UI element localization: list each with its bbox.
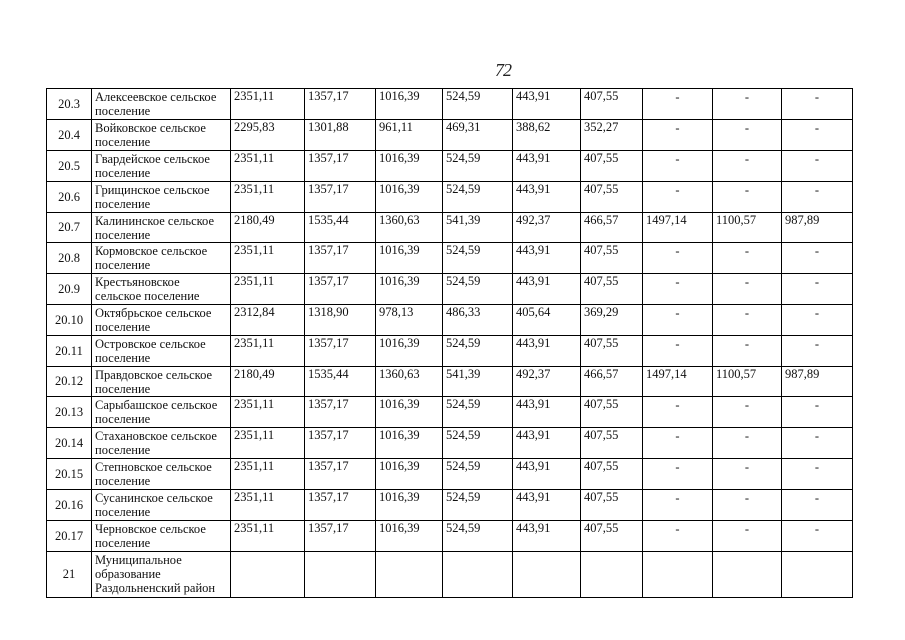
value-cell: - <box>713 490 782 521</box>
value-cell: - <box>782 397 853 428</box>
value-cell: - <box>782 243 853 274</box>
value-cell: - <box>782 120 853 151</box>
value-cell: 407,55 <box>581 336 643 367</box>
value-cell: - <box>643 89 713 120</box>
table-row <box>47 182 853 213</box>
value-cell: 1357,17 <box>305 490 376 521</box>
value-cell: 541,39 <box>443 367 513 397</box>
settlement-name-cell: Октябрьское сельское поселение <box>92 305 231 336</box>
value-cell: 1357,17 <box>305 521 376 552</box>
value-cell <box>231 552 305 598</box>
value-cell: 443,91 <box>513 274 581 305</box>
settlement-name-cell: Алексеевское сельское поселение <box>92 89 231 120</box>
row-number-cell: 21 <box>47 552 92 598</box>
settlement-name-cell: Муниципальное образование Раздольненский район <box>92 552 231 598</box>
value-cell: 961,11 <box>376 120 443 151</box>
row-number-cell: 20.16 <box>47 490 92 521</box>
value-cell: 524,59 <box>443 521 513 552</box>
settlement-name-cell: Грищинское сельское поселение <box>92 182 231 213</box>
value-cell: 407,55 <box>581 490 643 521</box>
value-cell: 388,62 <box>513 120 581 151</box>
value-cell: 407,55 <box>581 151 643 182</box>
value-cell: 407,55 <box>581 397 643 428</box>
value-cell <box>513 552 581 598</box>
value-cell <box>581 552 643 598</box>
value-cell: 407,55 <box>581 428 643 459</box>
value-cell: 524,59 <box>443 428 513 459</box>
row-number-cell: 20.8 <box>47 243 92 274</box>
value-cell: 2351,11 <box>231 182 305 213</box>
value-cell: 2295,83 <box>231 120 305 151</box>
table-row <box>47 367 853 397</box>
value-cell: 1360,63 <box>376 367 443 397</box>
value-cell: - <box>782 428 853 459</box>
row-number-cell: 20.17 <box>47 521 92 552</box>
value-cell: 1016,39 <box>376 336 443 367</box>
value-cell: 1535,44 <box>305 367 376 397</box>
value-cell: 492,37 <box>513 213 581 243</box>
row-number-cell: 20.11 <box>47 336 92 367</box>
value-cell: 405,64 <box>513 305 581 336</box>
value-cell: 2351,11 <box>231 490 305 521</box>
value-cell <box>782 552 853 598</box>
value-cell: 524,59 <box>443 336 513 367</box>
value-cell: 1016,39 <box>376 490 443 521</box>
settlement-name-cell: Черновское сельское поселение <box>92 521 231 552</box>
settlement-name-cell: Островское сельское поселение <box>92 336 231 367</box>
value-cell: 443,91 <box>513 428 581 459</box>
value-cell: 1100,57 <box>713 367 782 397</box>
value-cell: 541,39 <box>443 213 513 243</box>
settlement-name-cell: Гвардейское сельское поселение <box>92 151 231 182</box>
row-number-cell: 20.7 <box>47 213 92 243</box>
value-cell: - <box>782 182 853 213</box>
table-row <box>47 459 853 490</box>
value-cell: 1357,17 <box>305 397 376 428</box>
value-cell: 987,89 <box>782 213 853 243</box>
value-cell: 407,55 <box>581 89 643 120</box>
value-cell: - <box>643 490 713 521</box>
row-number-cell: 20.5 <box>47 151 92 182</box>
row-number-cell: 20.4 <box>47 120 92 151</box>
value-cell: 1357,17 <box>305 336 376 367</box>
value-cell <box>376 552 443 598</box>
table-row <box>47 490 853 521</box>
value-cell: 1318,90 <box>305 305 376 336</box>
value-cell: - <box>643 336 713 367</box>
row-number-cell: 20.13 <box>47 397 92 428</box>
value-cell <box>443 552 513 598</box>
row-number-cell: 20.15 <box>47 459 92 490</box>
table-row <box>47 213 853 243</box>
value-cell: 2351,11 <box>231 459 305 490</box>
value-cell: 1497,14 <box>643 213 713 243</box>
value-cell <box>305 552 376 598</box>
value-cell: 443,91 <box>513 336 581 367</box>
row-number-cell: 20.6 <box>47 182 92 213</box>
value-cell: 443,91 <box>513 182 581 213</box>
value-cell: 1100,57 <box>713 213 782 243</box>
table-row <box>47 336 853 367</box>
value-cell: 1357,17 <box>305 182 376 213</box>
value-cell: 1016,39 <box>376 428 443 459</box>
value-cell: 2351,11 <box>231 243 305 274</box>
value-cell: - <box>643 120 713 151</box>
value-cell: 2180,49 <box>231 213 305 243</box>
row-number-cell: 20.3 <box>47 89 92 120</box>
value-cell: 1360,63 <box>376 213 443 243</box>
value-cell: 1016,39 <box>376 151 443 182</box>
value-cell: 1016,39 <box>376 243 443 274</box>
value-cell: 1016,39 <box>376 397 443 428</box>
value-cell: 352,27 <box>581 120 643 151</box>
value-cell: 443,91 <box>513 243 581 274</box>
value-cell: 524,59 <box>443 151 513 182</box>
value-cell: - <box>782 151 853 182</box>
value-cell: - <box>643 243 713 274</box>
value-cell: - <box>782 336 853 367</box>
value-cell: 2351,11 <box>231 428 305 459</box>
value-cell: 1016,39 <box>376 89 443 120</box>
value-cell: 369,29 <box>581 305 643 336</box>
value-cell: 524,59 <box>443 182 513 213</box>
value-cell: 2312,84 <box>231 305 305 336</box>
value-cell: - <box>713 182 782 213</box>
page-number: 72 <box>495 60 511 80</box>
value-cell: - <box>713 397 782 428</box>
value-cell: 1016,39 <box>376 459 443 490</box>
value-cell: 407,55 <box>581 459 643 490</box>
settlement-name-cell: Стахановское сельское поселение <box>92 428 231 459</box>
value-cell: - <box>643 428 713 459</box>
value-cell: 1016,39 <box>376 521 443 552</box>
value-cell: - <box>713 89 782 120</box>
table-row <box>47 552 853 598</box>
value-cell: 1357,17 <box>305 243 376 274</box>
value-cell: 1357,17 <box>305 428 376 459</box>
value-cell: - <box>782 305 853 336</box>
tariff-table <box>46 88 853 598</box>
settlement-name-cell: Степновское сельское поселение <box>92 459 231 490</box>
table-row <box>47 243 853 274</box>
value-cell: 407,55 <box>581 182 643 213</box>
table-row <box>47 120 853 151</box>
value-cell <box>643 552 713 598</box>
value-cell: 2351,11 <box>231 89 305 120</box>
row-number-cell: 20.12 <box>47 367 92 397</box>
value-cell: 1357,17 <box>305 151 376 182</box>
value-cell: 407,55 <box>581 521 643 552</box>
value-cell: 524,59 <box>443 459 513 490</box>
value-cell: 2180,49 <box>231 367 305 397</box>
value-cell: 443,91 <box>513 459 581 490</box>
value-cell: 1497,14 <box>643 367 713 397</box>
value-cell: - <box>782 459 853 490</box>
value-cell: - <box>713 274 782 305</box>
value-cell: 486,33 <box>443 305 513 336</box>
value-cell: 1301,88 <box>305 120 376 151</box>
value-cell: 443,91 <box>513 89 581 120</box>
value-cell: - <box>713 151 782 182</box>
value-cell: - <box>782 274 853 305</box>
value-cell: - <box>643 397 713 428</box>
row-number-cell: 20.14 <box>47 428 92 459</box>
value-cell: 492,37 <box>513 367 581 397</box>
value-cell: 978,13 <box>376 305 443 336</box>
value-cell: - <box>713 521 782 552</box>
value-cell: - <box>643 521 713 552</box>
table-row <box>47 521 853 552</box>
value-cell: 524,59 <box>443 243 513 274</box>
value-cell: - <box>643 305 713 336</box>
settlement-name-cell: Калининское сельское поселение <box>92 213 231 243</box>
value-cell: 1357,17 <box>305 459 376 490</box>
value-cell: - <box>782 490 853 521</box>
value-cell: 2351,11 <box>231 336 305 367</box>
value-cell: - <box>713 305 782 336</box>
value-cell: - <box>643 182 713 213</box>
value-cell: 407,55 <box>581 243 643 274</box>
value-cell: 524,59 <box>443 490 513 521</box>
value-cell: 2351,11 <box>231 397 305 428</box>
value-cell: 1357,17 <box>305 274 376 305</box>
settlement-name-cell: Кормовское сельское поселение <box>92 243 231 274</box>
value-cell: 524,59 <box>443 397 513 428</box>
value-cell: - <box>713 336 782 367</box>
value-cell: - <box>713 120 782 151</box>
value-cell: 466,57 <box>581 213 643 243</box>
table-row <box>47 428 853 459</box>
value-cell: 443,91 <box>513 151 581 182</box>
table-body <box>47 89 853 598</box>
value-cell: 524,59 <box>443 274 513 305</box>
table-row <box>47 151 853 182</box>
settlement-name-cell: Сусанинское сельское поселение <box>92 490 231 521</box>
value-cell: 1016,39 <box>376 274 443 305</box>
value-cell: - <box>782 521 853 552</box>
value-cell: - <box>713 428 782 459</box>
value-cell: 407,55 <box>581 274 643 305</box>
settlement-name-cell: Сарыбашское сельское поселение <box>92 397 231 428</box>
table-row <box>47 397 853 428</box>
table-row <box>47 89 853 120</box>
value-cell: 1016,39 <box>376 182 443 213</box>
value-cell: 443,91 <box>513 397 581 428</box>
row-number-cell: 20.10 <box>47 305 92 336</box>
value-cell: 524,59 <box>443 89 513 120</box>
table-row <box>47 305 853 336</box>
value-cell: 443,91 <box>513 490 581 521</box>
value-cell: 2351,11 <box>231 274 305 305</box>
value-cell: 2351,11 <box>231 521 305 552</box>
value-cell: 1535,44 <box>305 213 376 243</box>
settlement-name-cell: Правдовское сельское поселение <box>92 367 231 397</box>
value-cell: - <box>643 151 713 182</box>
value-cell: - <box>713 243 782 274</box>
value-cell: 443,91 <box>513 521 581 552</box>
value-cell <box>713 552 782 598</box>
row-number-cell: 20.9 <box>47 274 92 305</box>
value-cell: 466,57 <box>581 367 643 397</box>
settlement-name-cell: Крестьяновское сельское поселение <box>92 274 231 305</box>
value-cell: 1357,17 <box>305 89 376 120</box>
settlement-name-cell: Войковское сельское поселение <box>92 120 231 151</box>
value-cell: 2351,11 <box>231 151 305 182</box>
value-cell: - <box>782 89 853 120</box>
value-cell: - <box>713 459 782 490</box>
value-cell: - <box>643 459 713 490</box>
value-cell: 987,89 <box>782 367 853 397</box>
table-row <box>47 274 853 305</box>
value-cell: - <box>643 274 713 305</box>
value-cell: 469,31 <box>443 120 513 151</box>
